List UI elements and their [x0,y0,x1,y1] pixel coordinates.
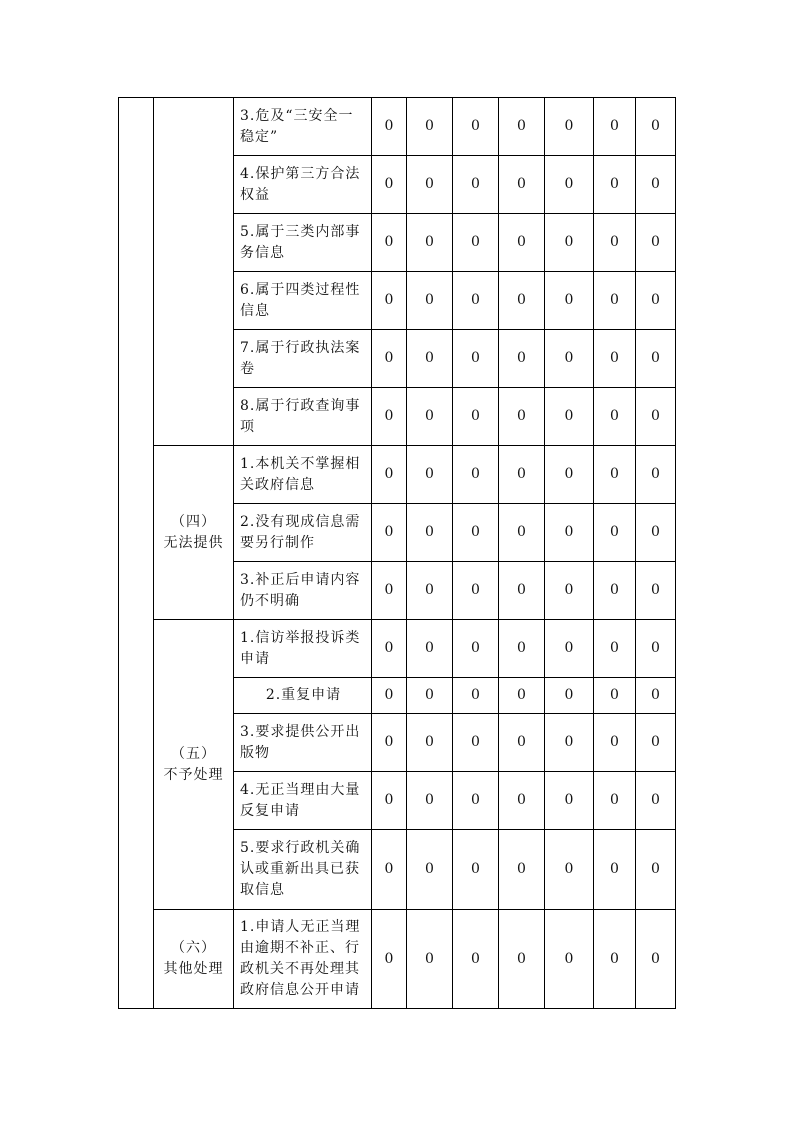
value-cell: 0 [594,214,636,272]
value-cell: 0 [545,272,594,330]
row-label: 5.属于三类内部事务信息 [234,214,372,272]
value-cell: 0 [594,330,636,388]
value-cell: 0 [407,156,453,214]
value-cell: 0 [453,830,499,910]
outer-category-cell [119,98,154,1009]
row-label: 1.信访举报投诉类申请 [234,620,372,678]
value-cell: 0 [545,562,594,620]
value-cell: 0 [453,214,499,272]
value-cell: 0 [636,388,676,446]
value-cell: 0 [372,504,407,562]
value-cell: 0 [594,714,636,772]
value-cell: 0 [636,772,676,830]
value-cell: 0 [594,446,636,504]
value-cell: 0 [372,446,407,504]
value-cell: 0 [453,330,499,388]
group-cell-unable-to-provide [154,446,234,620]
row-label: 1.申请人无正当理由逾期不补正、行政机关不再处理其政府信息公开申请 [234,910,372,1009]
value-cell: 0 [594,562,636,620]
row-label: 2.重复申请 [234,678,372,714]
value-cell: 0 [636,98,676,156]
value-cell: 0 [636,272,676,330]
value-cell: 0 [594,504,636,562]
table-row [119,620,676,678]
value-cell: 0 [372,714,407,772]
value-cell: 0 [407,272,453,330]
value-cell: 0 [499,504,545,562]
value-cell: 0 [499,272,545,330]
value-cell: 0 [545,714,594,772]
value-cell: 0 [499,772,545,830]
group-cell-other-processing [154,910,234,1009]
value-cell: 0 [372,330,407,388]
value-cell: 0 [499,98,545,156]
row-label: 8.属于行政查询事项 [234,388,372,446]
value-cell: 0 [407,620,453,678]
value-cell: 0 [545,98,594,156]
value-cell: 0 [407,446,453,504]
value-cell: 0 [499,910,545,1009]
value-cell: 0 [545,620,594,678]
value-cell: 0 [499,714,545,772]
value-cell: 0 [453,620,499,678]
value-cell: 0 [453,772,499,830]
row-label: 4.无正当理由大量反复申请 [234,772,372,830]
value-cell: 0 [545,214,594,272]
value-cell: 0 [407,388,453,446]
value-cell: 0 [499,620,545,678]
value-cell: 0 [372,388,407,446]
value-cell: 0 [407,98,453,156]
value-cell: 0 [372,910,407,1009]
value-cell: 0 [499,446,545,504]
group-title: 无法提供 [163,534,224,551]
value-cell: 0 [499,156,545,214]
value-cell: 0 [594,678,636,714]
value-cell: 0 [594,910,636,1009]
group-number: （六） [171,940,216,956]
value-cell: 0 [545,446,594,504]
table-row [119,910,676,1009]
row-label: 5.要求行政机关确认或重新出具已获取信息 [234,830,372,910]
value-cell: 0 [594,772,636,830]
value-cell: 0 [545,504,594,562]
value-cell: 0 [453,910,499,1009]
value-cell: 0 [636,330,676,388]
value-cell: 0 [453,446,499,504]
group-number: （四） [171,513,216,530]
value-cell: 0 [499,330,545,388]
value-cell: 0 [372,156,407,214]
value-cell: 0 [372,678,407,714]
table-row [119,98,676,156]
value-cell: 0 [372,98,407,156]
value-cell: 0 [499,214,545,272]
row-label: 4.保护第三方合法权益 [234,156,372,214]
row-label: 6.属于四类过程性信息 [234,272,372,330]
value-cell: 0 [594,388,636,446]
value-cell: 0 [594,98,636,156]
value-cell: 0 [372,272,407,330]
value-cell: 0 [372,620,407,678]
value-cell: 0 [545,388,594,446]
value-cell: 0 [594,620,636,678]
row-label: 7.属于行政执法案卷 [234,330,372,388]
statistics-table [118,97,676,1009]
value-cell: 0 [636,562,676,620]
value-cell: 0 [545,156,594,214]
value-cell: 0 [407,910,453,1009]
value-cell: 0 [453,156,499,214]
row-label: 3.要求提供公开出版物 [234,714,372,772]
value-cell: 0 [407,678,453,714]
group-cell-continued [154,98,234,446]
row-label: 2.没有现成信息需要另行制作 [234,504,372,562]
value-cell: 0 [453,504,499,562]
value-cell: 0 [407,714,453,772]
table-body [119,98,676,1009]
value-cell: 0 [545,772,594,830]
row-label: 1.本机关不掌握相关政府信息 [234,446,372,504]
value-cell: 0 [372,562,407,620]
group-cell-not-processed [154,620,234,910]
value-cell: 0 [407,830,453,910]
value-cell: 0 [594,156,636,214]
value-cell: 0 [545,678,594,714]
value-cell: 0 [636,910,676,1009]
value-cell: 0 [499,388,545,446]
value-cell: 0 [407,562,453,620]
value-cell: 0 [499,562,545,620]
value-cell: 0 [407,504,453,562]
value-cell: 0 [499,678,545,714]
value-cell: 0 [545,330,594,388]
value-cell: 0 [499,830,545,910]
group-title: 其他处理 [163,961,224,977]
value-cell: 0 [372,214,407,272]
value-cell: 0 [453,562,499,620]
value-cell: 0 [545,910,594,1009]
group-title: 不予处理 [163,766,224,783]
value-cell: 0 [372,830,407,910]
value-cell: 0 [636,830,676,910]
table-row [119,446,676,504]
row-label: 3.补正后申请内容仍不明确 [234,562,372,620]
value-cell: 0 [453,678,499,714]
value-cell: 0 [545,830,594,910]
value-cell: 0 [407,772,453,830]
value-cell: 0 [453,714,499,772]
value-cell: 0 [636,504,676,562]
value-cell: 0 [636,214,676,272]
value-cell: 0 [453,98,499,156]
value-cell: 0 [453,388,499,446]
value-cell: 0 [636,620,676,678]
row-label: 3.危及“三安全一稳定” [234,98,372,156]
value-cell: 0 [453,272,499,330]
value-cell: 0 [407,330,453,388]
value-cell: 0 [636,446,676,504]
value-cell: 0 [636,714,676,772]
value-cell: 0 [407,214,453,272]
value-cell: 0 [636,156,676,214]
value-cell: 0 [594,272,636,330]
value-cell: 0 [372,772,407,830]
value-cell: 0 [594,830,636,910]
value-cell: 0 [636,678,676,714]
group-number: （五） [171,745,216,762]
